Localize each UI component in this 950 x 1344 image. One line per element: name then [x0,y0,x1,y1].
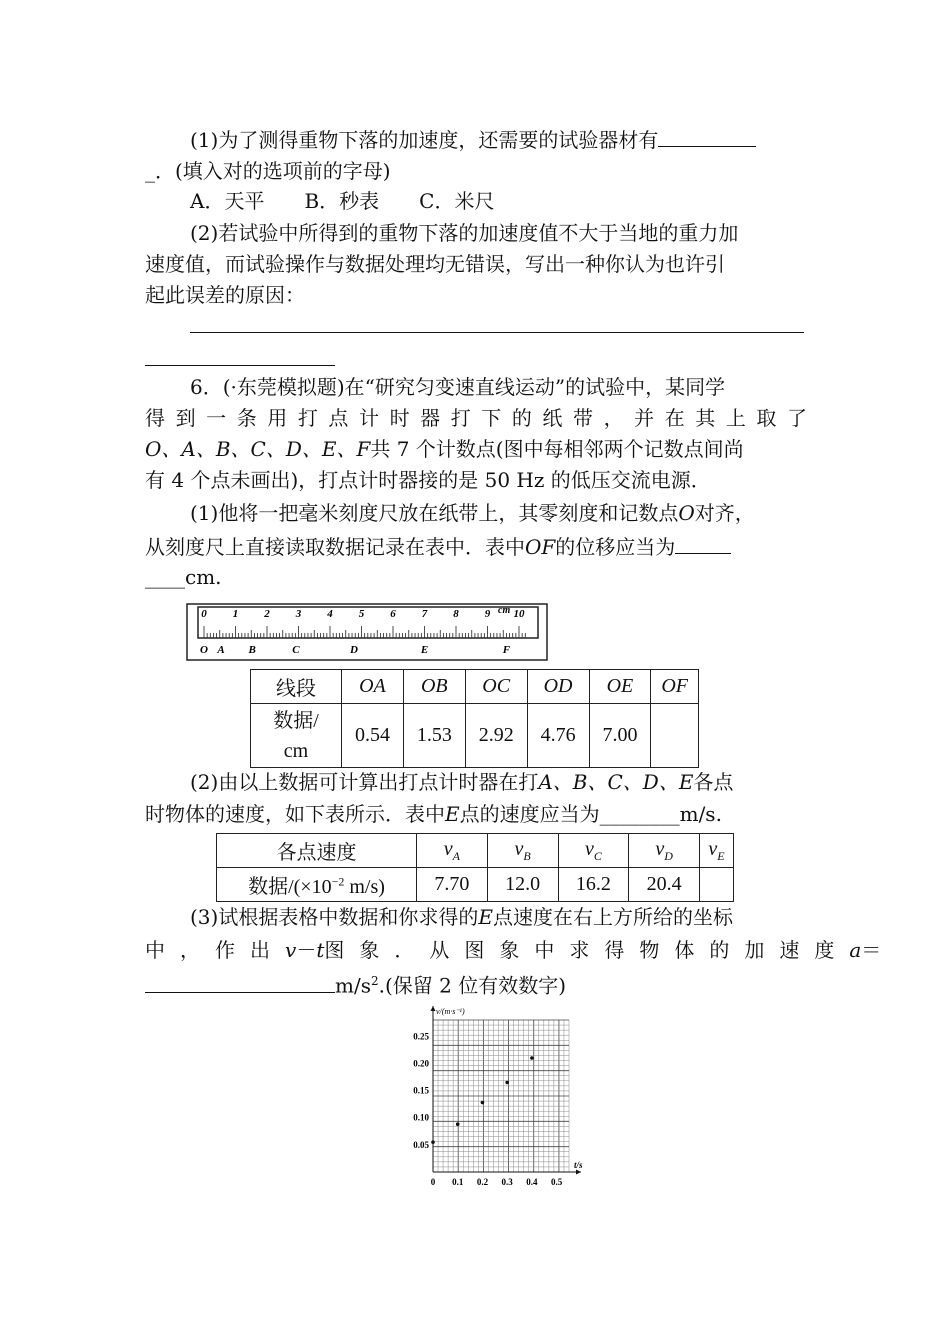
data-point [481,1101,485,1105]
chart-points [431,1056,534,1144]
table-header: 各点速度 [217,834,417,868]
chart-grid [433,1020,569,1172]
table-cell: 7.70 [417,868,488,902]
vt-graph [396,1002,596,1192]
y-tick-label: 0.10 [413,1112,429,1123]
point-e: E [445,802,460,826]
q6-part1-line1 [190,498,807,528]
velocity-symbol: v [708,837,718,860]
q6-part2-text: 时物体的速度，如下表所示．表中 [145,802,445,826]
q6-part1-text: 从刻度尺上直接读取数据记录在表中．表中 [145,535,525,559]
q5-options: A．天平 B．秒表 C．米尺 [190,189,495,213]
q5-part1-line1 [190,124,807,155]
segment-of: OF [525,535,556,559]
q6-part3-text: (3)试根据表格中数据和你求得的 [190,905,479,929]
tape-point-label: F [502,644,511,656]
q6-part2-text: 点的速度应当为________m/s. [459,802,722,826]
ruler-number: 1 [232,608,239,620]
data-point [505,1081,509,1085]
chart-tick-labels [413,1031,563,1187]
q6-intro-line1: 6．(·东莞模拟题)在“研究匀变速直线运动”的试验中，某同学 [190,375,726,399]
table-cell[interactable] [651,704,699,768]
y-axis-arrow [431,1006,436,1011]
exponent: 2 [370,974,379,988]
table-header [417,834,488,868]
ruler-number: 5 [358,608,365,620]
tape-point-label: C [292,644,300,656]
q6-part3-text: 图象．从图象中求得物体的加速度 [324,938,850,962]
q6-part3-text: .(保留 2 位有效数字) [378,973,567,998]
table-row [217,868,734,902]
table-cell: 20.4 [629,868,700,902]
q5-part2-line2: 速度值，而试验操作与数据处理均无错误，写出一种你认为也许引 [145,252,725,276]
table-header: OB [403,670,465,704]
q6-part1-text: (1)他将一把毫米刻度尺放在纸带上，其零刻度和记数点 [190,501,679,525]
tape-points [200,644,511,656]
point-letters: A、B、C、D、E [538,770,694,794]
ruler-figure [186,603,550,663]
q6-intro-line3 [145,434,807,464]
ruler-number: 4 [327,608,333,620]
table-header-text: 数据/ [273,709,319,732]
table-header-text: 数据/(×10 [248,876,332,898]
q6-part3-text: 点速度在右上方所给的坐标 [492,905,733,929]
point-e: E [478,905,493,929]
q6-part1-text: 对齐， [694,501,755,525]
x-tick-label: 0.3 [501,1177,513,1187]
x-axis-arrow [576,1170,581,1175]
y-tick-label: 0.15 [413,1085,429,1096]
velocity-subscript: E [717,848,725,863]
q6-part3-line3 [145,966,807,1001]
table-header: OE [589,670,651,704]
answer-line[interactable] [190,332,804,333]
x-axis-label: t/s [574,1160,583,1170]
x-tick-label: 0.1 [452,1177,464,1187]
q5-part1-text: (1)为了测得重物下落的加速度，还需要的试验器材有 [190,128,659,152]
table-header: OD [527,670,589,704]
velocity-symbol: v [655,837,665,860]
y-tick-label: 0.05 [413,1139,429,1150]
table-header [558,834,629,868]
tape-point-label: A [217,644,225,656]
ruler-number: 10 [513,608,525,620]
unit-text: m/s [335,973,371,998]
point-o: O [678,501,695,525]
velocity-symbol: v [443,837,453,860]
a-symbol: a [849,938,862,962]
q6-part1-line3: ____cm. [145,565,222,589]
table-header: OA [342,670,404,704]
table-cell: 12.0 [487,868,558,902]
ruler-number: 2 [264,608,270,620]
table-header-text: m/s) [344,876,385,898]
velocity-subscript: B [523,848,531,863]
q5-part2-line3: 起此误差的原因： [145,283,305,307]
q6-part3-text: 中，作出 [145,938,285,962]
velocity-symbol: v [584,837,594,860]
equals-sign: ＝ [861,938,882,962]
table-cell[interactable] [700,868,734,902]
table-cell: 2.92 [465,704,527,768]
x-tick-label: 0 [430,1177,436,1187]
velocity-table [216,833,734,902]
q6-part2-line1 [190,767,807,797]
tape-point-label: O [200,644,208,656]
table-header [629,834,700,868]
ruler-number: 3 [295,608,302,620]
q6-part2-text: 各点 [693,770,734,794]
y-axis-label: v/(m·s⁻¹) [436,1007,465,1016]
t-symbol: t [316,938,325,962]
q6-part2-text: (2)由以上数据可计算出打点计时器在打 [190,770,539,794]
displacement-table [250,669,699,768]
table-header: OC [465,670,527,704]
velocity-subscript: A [452,848,460,863]
ruler-number: 6 [390,608,396,620]
ruler-unit: cm [498,605,511,616]
table-header-text: cm [283,739,309,762]
q6-part2-line2 [145,799,807,829]
data-point [456,1122,460,1126]
x-tick-label: 0.4 [526,1177,538,1187]
data-point [530,1056,534,1060]
table-header [217,868,417,902]
q5-part2-line1: (2)若试验中所得到的重物下落的加速度值不大于当地的重力加 [190,221,739,245]
table-cell: 7.00 [589,704,651,768]
velocity-subscript: C [593,848,602,863]
ruler-number: 9 [484,608,491,620]
table-header: 线段 [251,670,342,704]
velocity-subscript: D [664,848,673,863]
y-tick-label: 0.25 [413,1031,429,1042]
point-letters: O、A、B、C、D、E、F [145,437,371,461]
table-row [251,670,699,704]
answer-blank[interactable] [658,124,756,147]
x-tick-label: 0.2 [476,1177,489,1187]
table-row [217,834,734,868]
table-cell: 1.53 [403,704,465,768]
table-row [251,704,699,768]
table-cell: 4.76 [527,704,589,768]
tape-point-label: B [248,644,256,656]
answer-blank[interactable] [675,531,731,554]
v-symbol: v [285,938,297,962]
q6-part1-text: 的位移应当为 [555,535,676,559]
table-cell: 0.54 [342,704,404,768]
q6-intro-line2: 得到一条用打点计时器打下的纸带，并在其上取了 [145,406,807,430]
x-tick-label: 0.5 [551,1177,563,1187]
exponent: −2 [331,874,345,889]
q5-part1-line2: _．(填入对的选项前的字母) [145,159,391,183]
answer-line[interactable] [145,365,335,366]
table-header [487,834,558,868]
ruler-number: 8 [453,608,459,620]
table-header [251,704,342,768]
table-header [700,834,734,868]
table-cell: 16.2 [558,868,629,902]
table-header: OF [651,670,699,704]
answer-blank[interactable] [145,970,335,993]
q6-part3-line1 [190,902,807,932]
q6-part1-line2 [145,531,807,562]
q6-intro-text: 共 7 个计数点(图中每相邻两个记数点间尚 [370,437,744,461]
q6-intro-line4: 有 4 个点未画出)，打点计时器接的是 50 Hz 的低压交流电源． [145,468,711,492]
velocity-symbol: v [514,837,524,860]
ruler-number: 0 [201,608,207,620]
tape-point-label: E [420,644,429,656]
minus-sign: － [296,938,317,962]
tape-point-label: D [349,644,358,656]
q6-part3-line2 [145,935,882,965]
ruler-number: 7 [421,608,428,620]
data-point [431,1140,435,1144]
y-tick-label: 0.20 [413,1058,429,1069]
